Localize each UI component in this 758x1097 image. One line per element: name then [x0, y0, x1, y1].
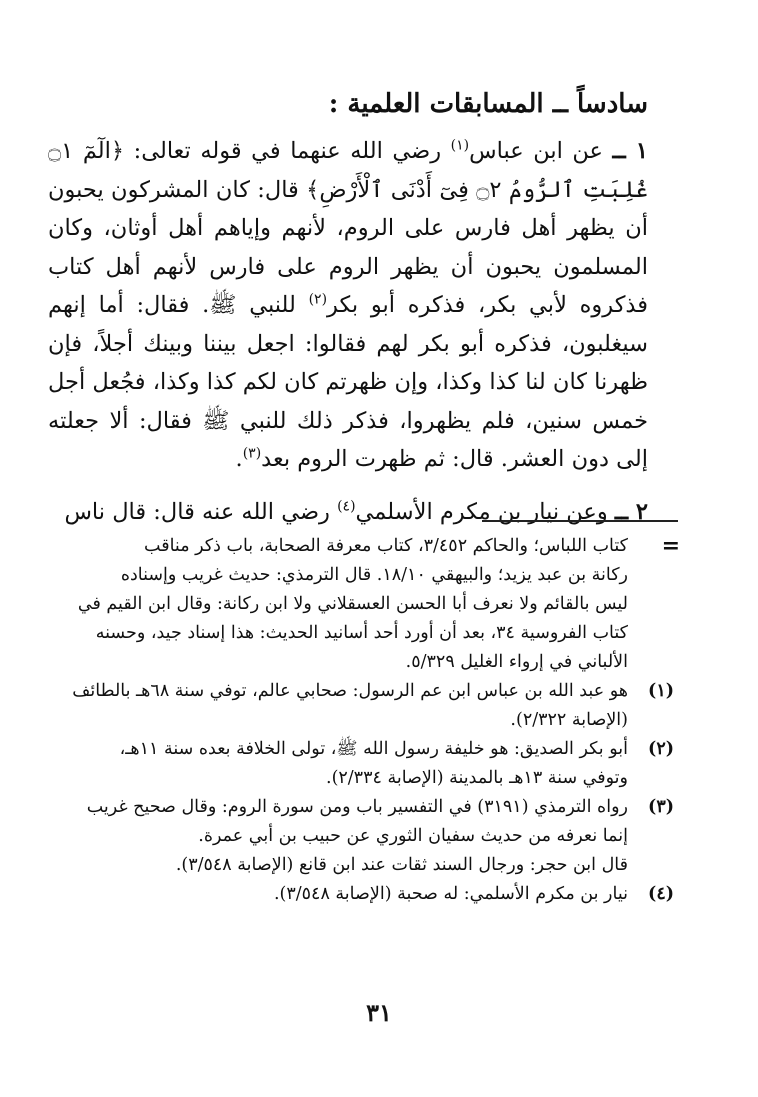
footnotes	[48, 532, 680, 909]
paragraph-number: ٢ ــ	[614, 498, 648, 525]
footnote-mark: (٤)	[648, 884, 674, 904]
footnote-ref-3: (٣)	[242, 445, 262, 462]
footnote-line: إنما نعرفه من حديث سفيان الثوري عن حبيب بن أبي عمرة.	[198, 826, 628, 846]
paragraph-text: رضي الله عنهما في قوله تعالى: ﴿الٓمٓ ۝١ غُلِبَتِ ٱلرُّومُ ۝٢ فِىٓ أَدْنَى ٱلْأَرْضِ﴾ قال: كان المشركون يحبون أن يظهر أهل فارس على الروم، لأنهم وإياهم أهل أوثان، وكان المسلمون يحبون أن يظهر الروم على فارس لأنهم أهل كتاب فذكروه لأبي بكر، فذكره أبو بكر	[48, 138, 649, 318]
paragraph-2	[48, 493, 648, 532]
footnote-1	[48, 677, 674, 735]
paragraph-text: وعن نيار بن مكرم الأسلمي	[355, 498, 608, 525]
footnote-ref-1: (١)	[450, 137, 470, 154]
footnote-line: الألباني في إرواء الغليل ٥/٣٢٩.	[405, 652, 628, 672]
footnote-mark: (٣)	[648, 797, 674, 817]
footnote-line: ليس بالقائم ولا نعرف أبا الحسن العسقلاني ولا ابن ركانة: وقال ابن القيم في	[77, 594, 628, 614]
footnote-line: نيار بن مكرم الأسلمي: له صحبة (الإصابة ٣/٥٤٨).	[273, 884, 628, 904]
paragraph-text: رضي الله عنه قال: قال ناس	[64, 498, 330, 525]
footnote-line: (الإصابة ٢/٣٢٢).	[510, 710, 628, 730]
continuation-mark: =	[661, 533, 680, 559]
footnote-mark: (١)	[648, 681, 674, 701]
footnote-line: ركانة بن عبد يزيد؛ والبيهقي ١٨/١٠. قال الترمذي: حديث غريب وإسناده	[120, 565, 628, 585]
footnote-line: رواه الترمذي (٣١٩١) في التفسير باب ومن سورة الروم: وقال صحيح غريب	[86, 797, 628, 817]
footnote-line: كتاب الفروسية ٣٤، بعد أن أورد أحد أسانيد الحديث: هذا إسناد جيد، وحسنه	[95, 623, 628, 643]
footnote-line: وتوفي سنة ١٣هـ بالمدينة (الإصابة ٢/٣٣٤).	[326, 768, 628, 788]
paragraph-text: عن ابن عباس	[469, 138, 603, 164]
section-heading: سادساً ــ المسابقات العلمية :	[328, 89, 648, 119]
footnote-line: أبو بكر الصديق: هو خليفة رسول الله ﷺ، تولى الخلافة بعده سنة ١١هـ،	[119, 739, 628, 759]
footnote-ref-2: (٢)	[308, 291, 328, 308]
footnote-mark: (٢)	[648, 739, 674, 759]
paragraph-1	[48, 132, 648, 479]
footnote-continued	[48, 532, 680, 677]
footnote-ref-4: (٤)	[337, 498, 356, 514]
footnote-line: كتاب اللباس؛ والحاكم ٣/٤٥٢، كتاب معرفة الصحابة، باب ذكر مناقب	[144, 536, 628, 556]
footnote-3	[48, 793, 674, 880]
footnote-line: هو عبد الله بن عباس ابن عم الرسول: صحابي عالم، توفي سنة ٦٨هـ بالطائف	[72, 681, 628, 701]
footnote-4	[48, 880, 674, 909]
main-text	[48, 132, 648, 531]
paragraph-text: .	[235, 446, 243, 472]
footnote-line: قال ابن حجر: ورجال السند ثقات عند ابن قانع (الإصابة ٣/٥٤٨).	[175, 855, 628, 875]
page-number: ٣١	[366, 998, 392, 1027]
paragraph-text: للنبي ﷺ. فقال: أما إنهم سيغلبون، فذكره أبو بكر لهم فقالوا: اجعل بيننا وبينك أجلاً، فإن ظهرنا كان لنا كذا وكذا، وإن ظهرتم كان لكم كذا وكذا، فجُعل أجل خمس سنين، فلم يظهروا، فذكر ذلك للنبي ﷺ فقال: ألا جعلته إلى دون العشر. قال: ثم ظهرت الروم بعد	[48, 292, 648, 472]
footnote-2	[48, 735, 674, 793]
paragraph-number: ١ ــ	[612, 138, 648, 164]
footnote-divider	[482, 520, 678, 522]
